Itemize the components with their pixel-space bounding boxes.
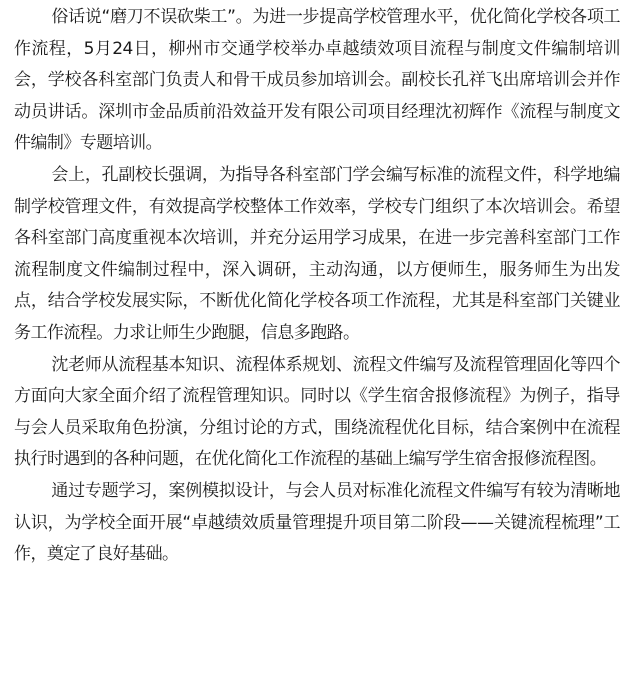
paragraph-training-content: 沈老师从流程基本知识、流程体系规划、流程文件编写及流程管理固化等四个方面向大家全面介绍了流程管理知识。同时以《学生宿舍报修流程》为例子，指导与会人员采取角色扮演，分组讨论的方式，围绕流程优化目标，结合案例中在流程执行时遇到的各种问题，在优化简化工作流程的基础上编写学生宿舍报修流程图。 <box>14 354 620 470</box>
paragraph-conclusion: 通过专题学习，案例模拟设计，与会人员对标准化流程文件编写有较为清晰地认识，为学校全面开展“卓越绩效质量管理提升项目第二阶段——关键流程梳理”工作，奠定了良好基础。 <box>14 480 620 565</box>
paragraph-vice-principal-speech: 会上，孔副校长强调，为指导各科室部门学会编写标准的流程文件，科学地编制学校管理文件，有效提高学校整体工作效率，学校专门组织了本次培训会。希望各科室部门高度重视本次培训，并充分运用学习成果，在进一步完善科室部门工作流程制度文件编制过程中，深入调研，主动沟通，以方便师生，服务师生为出发点，结合学校发展实际，不断优化简化学校各项工作流程，尤其是科室部门关键业务工作流程。力求让师生少跑腿，信息多跑路。 <box>14 164 620 343</box>
paragraph-intro: 俗话说“磨刀不误砍柴工”。为进一步提高学校管理水平，优化简化学校各项工作流程，5月24日，柳州市交通学校举办卓越绩效项目流程与制度文件编制培训会，学校各科室部门负责人和骨干成员参加培训会。副校长孔祥飞出席培训会并作动员讲话。深圳市金品质前沿效益开发有限公司项目经理沈初辉作《流程与制度文件编制》专题培训。 <box>14 7 620 154</box>
